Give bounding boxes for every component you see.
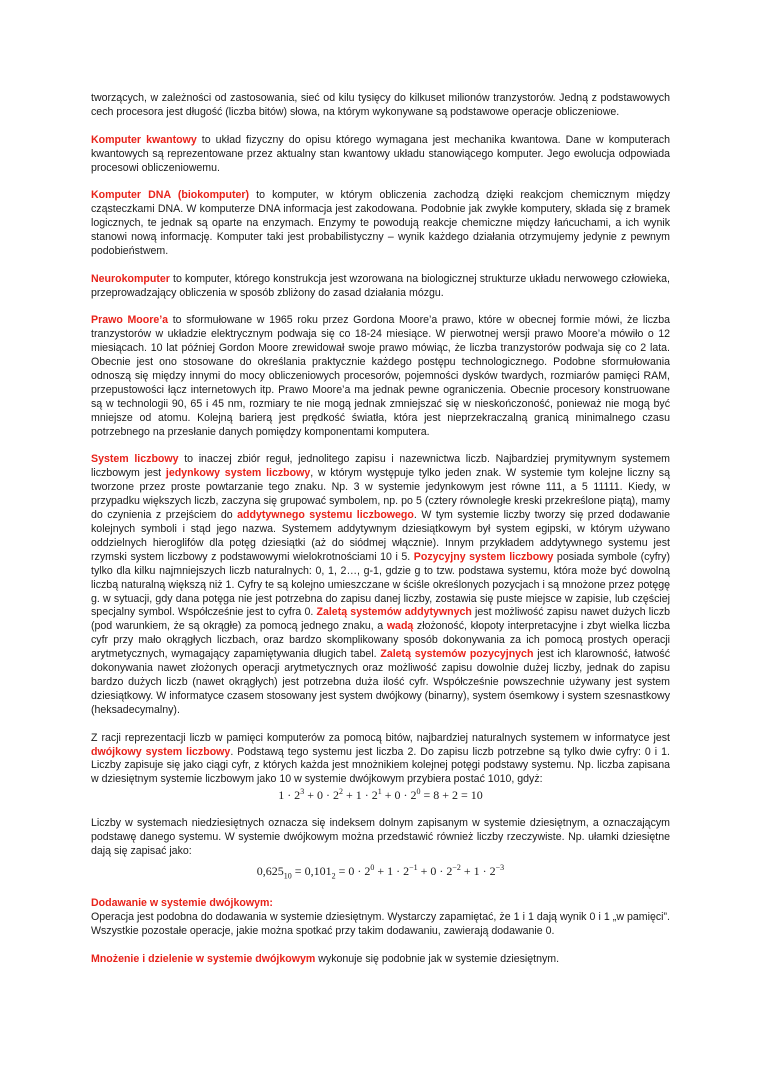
term-dna-computer: Komputer DNA (biokomputer) bbox=[91, 189, 250, 202]
term-moores-law: Prawo Moore’a bbox=[91, 314, 169, 327]
paragraph-binary-addition: Dodawanie w systemie dwójkowym: Operacja jest podobna do dodawania w systemie dziesiętnym. Wystarczy zapamiętać, że 1 i 1 dają wynik 0 i 1 „w pamięci”. Wszystkie pozostałe operacje, jakie można spotkać przy takim dodawaniu, zawierają dodawanie 0. bbox=[91, 896, 670, 937]
term-neurocomputer: Neurokomputer bbox=[91, 272, 170, 285]
paragraph-processor: tworzących, w zależności od zastosowania, sieć od kilu tysięcy do kilkuset milionów tranzystorów. Jedną z podstawowych cech procesora jest długość (liczba bitów) słowa, na którym wykonywane są podstawowe operacje obliczeniowe. bbox=[91, 92, 670, 118]
term-binary-system: dwójkowy system liczbowy bbox=[91, 745, 231, 758]
term-quantum-computer: Komputer kwantowy bbox=[91, 133, 197, 146]
term-additive-system: addytywnego systemu liczbowego bbox=[237, 509, 414, 522]
paragraph-moores-law: Prawo Moore’a to sformułowane w 1965 roku przez Gordona Moore’a prawo, które w obecnej formie mówi, że liczba tranzystorów w układzie elektrycznym podwaja się co 18-24 miesiące. W pierwotnej wersji prawo Moore’a mówiło o 12 miesiącach. 10 lat później Gordon Moore zrewidował swoje prawo mówiąc, że liczba tranzystorów podwaja się co 2 lata. Obecnie jest ono stosowane do określania praktycznie każdego postępu technologicznego. Podobne sformułowania odnoszą się między innymi do mocy obliczeniowych procesorów, pojemności dysków twardych, rozmiarów pamięci RAM, przepustowości łącz internetowych itp. Prawo Moore’a ma jednak pewne ograniczenia. Obecnie procesory konstruowane są w technologii 90, 65 i 45 nm, rozmiary te nie mogą jednak zmniejszać się w nieskończoność, ponieważ nie mogą być mniejsze od atomu. Kolejną barierą jest prędkość światła, która jest nieprzekraczalną granicą minimalnego czasu potrzebnego na przesłanie danych pomiędzy komponentami komputera. bbox=[91, 314, 670, 438]
formula-binary-expansion: $1 \cdot 2^3 + 0 \cdot 2^2 + 1 \cdot 2^1 + 0 \cdot 2^0 = 8 + 2 = 10$ bbox=[278, 787, 483, 803]
term-number-system: System liczbowy bbox=[91, 453, 179, 466]
paragraph-binary-system: Z racji reprezentacji liczb w pamięci komputerów za pomocą bitów, najbardziej naturalnych systemem w informatyce jest dwójkowy system liczbowy. Podstawą tego systemu jest liczba 2. Do zapisu liczb potrzebne są tylko dwie cyfry: 0 i 1. Liczby zapisuje się jako ciągi cyfr, z których każda jest mnożnikiem kolejnej potęgi podstawy systemu. Np. liczba zapisana w dziesiętnym systemie liczbowym jako 10 w systemie dwójkowym przybiera postać 1010, gdyż: bbox=[91, 731, 671, 786]
paragraph-quantum-computer: Komputer kwantowy to układ fizyczny do opisu którego wymagana jest mechanika kwantowa. Dane w komputerach kwantowych są reprezentowane przez aktualny stan kwantowy układu stanowiącego komputer. Jego ewolucja odpowiada procesowi obliczeniowemu. bbox=[91, 133, 670, 174]
document-page bbox=[91, 92, 670, 980]
term-positional-system: Pozycyjny system liczbowy bbox=[413, 550, 554, 563]
paragraph-binary-multiplication: Mnożenie i dzielenie w systemie dwójkowym wykonuje się podobnie jak w systemie dziesiętnym. bbox=[91, 952, 560, 965]
term-unary-system: jedynkowy system liczbowy bbox=[165, 467, 311, 480]
term-disadvantage: wadą bbox=[386, 620, 414, 633]
paragraph-neurocomputer: Neurokomputer to komputer, którego konstrukcja jest wzorowana na biologicznej strukturze układu nerwowego człowieka, przeprowadzający obliczenia w sposób zbliżony do zasad działania mózgu. bbox=[91, 272, 670, 299]
paragraph-subscript-notation: Liczby w systemach niedziesiętnych oznacza się indeksem dolnym zapisanym w systemie dziesiętnym, a oznaczającym podstawę danego systemu. W systemie dwójkowym można przedstawić również liczby rzeczywiste. Np. ułamki dziesiętne dają się zapisać jako: bbox=[91, 817, 670, 858]
term-binary-multiplication: Mnożenie i dzielenie w systemie dwójkowym bbox=[91, 952, 316, 965]
term-positional-advantage: Zaletą systemów pozycyjnych bbox=[380, 648, 534, 661]
paragraph-dna-computer: Komputer DNA (biokomputer) to komputer, w którym obliczenia zachodzą dzięki reakcjom chemicznym między cząsteczkami DNA. W komputerze DNA informacja jest zakodowana. Podobnie jak zwykłe komputery, składa się z bramek logicznych, te jednak są oparte na enzymach. Enzymy te powodują reakcje chemiczne między łańcuchami, a ich wynik stanowi nową informację. Komputer taki jest probabilistyczny – wynik każdego działania otrzymujemy jedynie z pewnym podobieństwem. bbox=[91, 189, 670, 257]
formula-binary-fraction: $0,625_{10} = 0,101_2 = 0 \cdot 2^0 + 1 \cdot 2^{-1} + 0 \cdot 2^{-2} + 1 \cdot 2^{-3}$ bbox=[256, 862, 505, 881]
heading-binary-addition: Dodawanie w systemie dwójkowym: bbox=[91, 896, 273, 909]
term-additive-advantage: Zaletą systemów addytywnych bbox=[316, 606, 472, 619]
paragraph-number-systems: System liczbowy to inaczej zbiór reguł, jednolitego zapisu i nazewnictwa liczb. Najbardziej prymitywnym systemem liczbowym jest jedynkowy system liczbowy, w którym występuje tylko jeden znak. W systemie tym kolejne liczny są tworzone przez proste powtarzanie tego znaku. Np. 3 w systemie jedynkowym jest równe 111, a 5 11111. Kiedy, w przypadku większych liczb, zaczyna się grupować symbolem, np. po 5 (cztery równoległe kreski przekreślone piątą), mamy do czynienia z przejściem do addytywnego systemu liczbowego. W tym systemie liczby tworzy się przed dodawanie kolejnych symboli i stąd jego nazwa. Systemem addytywnym dziesiątkowym był system egipski, w którym używano oddzielnych hieroglifów dla potęg dziesiątki (aż do siódmej włącznie). Innym przykładem addytywnego systemu jest rzymski system liczbowy z podstawowymi wielokrotnościami 10 i 5. Pozycyjny system liczbowy posiada symbole (cyfry) tylko dla kilku najmniejszych liczb naturalnych: 0, 1, 2…, g-1, gdzie g to tzw. podstawa systemu, która może być dowolną liczbą naturalną większą niż 1. Cyfry te są kolejno umieszczane w ściśle określonych pozycjach i są mnożone przez potęgę g. w sytuacji, gdy dana potęga nie jest potrzebna do zapisu danej liczby, zostawia się puste miejsce w zapisie, lub częściej specjalny symbol. Współcześnie jest to cyfra 0. Zaletą systemów addytywnych jest możliwość zapisu nawet dużych liczb (pod warunkiem, że są okrągłe) za pomocą jednego znaku, a wadą złożoność, kłopoty interpretacyjne i zbyt wielka liczba cyfr przy mało okrągłych liczbach, oraz bardzo skomplikowany sposób dokonywania za ich pomocą prostych operacji arytmetycznych, wymagający zapamiętywania długich tabel. Zaletą systemów pozycyjnych jest ich klarowność, łatwość dokonywania nawet złożonych operacji arytmetycznych oraz możliwość zapisu dowolnie dużej liczby, jednak do zapisu bardzo dużych liczb (nawet okrągłych) jest potrzebna duża ilość cyfr. Współcześnie powszechnie używany jest system dziesiątkowy. W informatyce czasem stosowany jest system dwójkowy (binarny), system ósemkowy i system szesnastkowy (heksadecymalny). bbox=[91, 453, 671, 716]
